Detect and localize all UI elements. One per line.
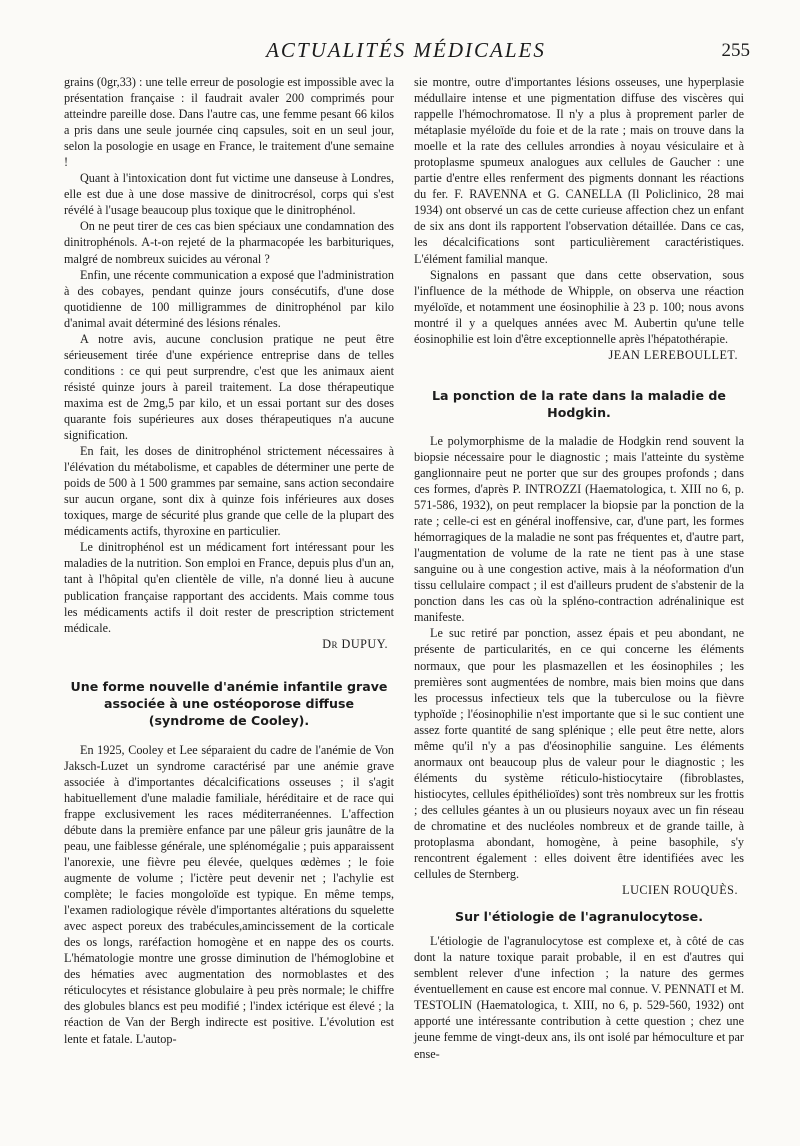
section-title: Sur l'étiologie de l'agranulocytose. [455,909,703,925]
author-signature: LUCIEN ROUQUÈS. [622,883,738,898]
paragraph: Quant à l'intoxication dont fut victime une danseuse à Londres, elle est due à une dose massive de dinitrocrésol, corps qui s'est révélé à l'usage beaucoup plus toxique que le dinitrophénol. [64,171,394,218]
paragraph: Le dinitrophénol est un médicament fort intéressant pour les maladies de la nutrition. Son emploi en France, depuis plus d'un an, tant à l'hôpital qu'en clientèle de ville, n'a donné lieu à aucune publication française rapportant des accidents. Mais comme tous les médicaments actifs il doit rester de prescription strictement médicale. [64,540,394,635]
running-title: ACTUALITÉS MÉDICALES [266,38,546,62]
paragraph: Le polymorphisme de la maladie de Hodgkin rend souvent la biopsie nécessaire pour le diagnostic ; mais l'atteinte du système ganglionnaire peut ne porter que sur des groupes profonds ; dans ces formes, d'après P. INTROZZI (Haematologica, t. XIII no 6, p. 571-586, 1932), on peut remplacer la biopsie par la ponction de la rate ; celle-ci est en général inoffensive, car, d'une part, les formes hémorragiques de la maladie ne sont pas fréquentes et, d'autre part, l'augmentation de volume de la rate ne tient pas à une stase sanguine ou à une congestion active, mais à la néoformation d'un tissu cellulaire compact ; il est d'ailleurs prudent de s'abstenir de la ponction dans les cas où la spléno-contraction adrénalinique est manifeste. [414,433,744,625]
running-head [62,38,750,72]
section-title: Une forme nouvelle d'anémie infantile grave associée à une ostéoporose diffuse (syndrome de Cooley). [70,678,388,728]
right-column [414,74,744,1062]
paragraph: En fait, les doses de dinitrophénol strictement nécessaires à l'élévation du métabolisme, et capables de déterminer une perte de poids de 500 à 1 500 grammes par semaine, sans action secondaire sur aucun organe, sont dix à quinze fois inférieures aux doses toxiques, marge de sécurité plus grande que celle de la plupart des médicaments actifs, thyroxine en particulier. [64,444,394,539]
paragraph: Enfin, une récente communication a exposé que l'administration à des cobayes, pendant quinze jours consécutifs, d'une dose quotidienne de 100 milligrammes de dinitrophénol par kilo d'animal avait déterminé des lésions rénales. [64,267,394,330]
left-column [64,74,394,1047]
section-title: La ponction de la rate dans la maladie de Hodgkin. [432,387,726,420]
paragraph: L'étiologie de l'agranulocytose est complexe et, à côté de cas dont la nature toxique parait probable, il en est d'autres qui semblent relever d'une infection ; la nature des germes éventuellement en cause est encore mal connue. V. PENNATI et M. TESTOLIN (Haematologica, t. XIII, no 6, p. 529-560, 1932) ont apporté une intéressante contribution à cette question ; chez une jeune femme de vingt-deux ans, ils ont isolé par hémoculture et par ense- [414,934,744,1061]
paragraph: Le suc retiré par ponction, assez épais et peu abondant, ne présente de particularités, en ce qui concerne les éléments normaux, que pour les plasmazellen et les éosinophiles ; les premières sont augmentées de nombre, mais bien moins que dans les processus infectieux tels que la tuberculose ou la fièvre typhoïde ; l'éosinophilie n'est importante que si le suc contient une assez forte quantité de sang splénique ; elle peut être nette, alors même qu'il n'y a pas d'éosinophilie sanguine. Les éléments anormaux ont beaucoup plus de valeur pour le diagnostic ; les éléments du système réticulo-histiocytaire (fibroblastes, histiocytes, cellules épithélioïdes) sont très nombreux sur les frottis ; des cellules géantes à un ou plusieurs noyaux avec un fin réseau de chromatine et des nucléoles nombreux et de grande taille, à protoplasma abondant, homogène, à peine basophile, s'y rencontrent également : elles doivent être identifiées avec les cellules de Sternberg. [414,626,744,882]
paragraph: On ne peut tirer de ces cas bien spéciaux une condamnation des dinitrophénols. A-t-on rejeté de la pharmacopée les barbituriques, malgré de nombreux suicides au véronal ? [64,219,394,266]
author-signature: Dr DUPUY. [322,636,388,651]
page-number: 255 [721,40,750,61]
author-signature: JEAN LEREBOULLET. [608,347,738,362]
paragraph: En 1925, Cooley et Lee séparaient du cadre de l'anémie de Von Jaksch-Luzet un syndrome caractérisé par une anémie grave associée à d'importantes décalcifications osseuses ; il s'agit habituellement d'une maladie familiale, héréditaire et de race qui frappe exclusivement les races méditerranéennes. L'affection débute dans la première enfance par une pâleur gris jaunâtre de la peau, une faiblesse générale, une splénomégalie ; puis apparaissent l'anorexie, une fièvre peu élevée, quelques œdèmes ; le foie augmente de volume ; l'ictère peut devenir net ; l'achylie est complète; le facies mongoloïde est typique. En même temps, l'examen radiologique révèle d'importantes altérations du squelette avec aspect poreux des trabécules,amincissement de la corticale des os longs, raréfaction homogène et en nappe des os courts. L'hématologie montre une grosse diminution de l'hémoglobine et des hématies avec augmentation des normoblastes et des réticulocytes et résistance globulaire à peu près normale; le chiffre des globules blancs est peu modifié ; l'index ictérique est élevé ; la réaction de Van der Bergh indirecte est positive. L'évolution est lente et fatale. L'autop- [64,742,394,1046]
paragraph: Signalons en passant que dans cette observation, sous l'influence de la méthode de Whipple, on observa une réaction myéloïde, et notamment une éosinophilie à 23 p. 100; nous avons montré il y a quelques années avec M. Aubertin qu'une telle éosinophilie est loin d'être exceptionnelle après l'hépatothérapie. [414,267,744,346]
paragraph: A notre avis, aucune conclusion pratique ne peut être sérieusement tirée d'une expérience entreprise dans de telles conditions : ce qui peut surprendre, c'est que les animaux aient résisté quinze jours à pareil traitement. La dose thérapeutique maxima est de 2mg,5 par kilo, et un essai portant sur des doses quarante fois supérieures aux doses thérapeutiques n'a aucune signification. [64,331,394,443]
paragraph: grains (0gr,33) : une telle erreur de posologie est impossible avec la présentation française : il faudrait avaler 200 comprimés pour atteindre pareille dose. Dans l'autre cas, une femme pesant 66 kilos a pris dans une seule journée cinq capsules, soit en un seul jour, selon la posologie en usage en France, le traitement d'une semaine ! [64,75,394,170]
paragraph: sie montre, outre d'importantes lésions osseuses, une hyperplasie médullaire intense et une pigmentation diffuse des viscères qui rappelle l'hémochromatose. Il n'y a plus à proprement parler de métaplasie myéloïde du foie et de la rate ; mais on trouve dans la moelle et la rate des cellules arrondies à noyau vésiculaire et à protoplasme spumeux analogues aux cellules de Gaucher : une partie d'entre elles renferment des pigments donnant les réactions du fer. F. RAVENNA et G. CANELLA (Il Policlinico, 28 mai 1934) ont observé un cas de cette curieuse affection chez un enfant de six ans dont ils rapportent l'observation détaillée. Dans ce cas, les décalcifications sont particulièrement caractéristiques. L'élément familial manque. [414,75,744,266]
